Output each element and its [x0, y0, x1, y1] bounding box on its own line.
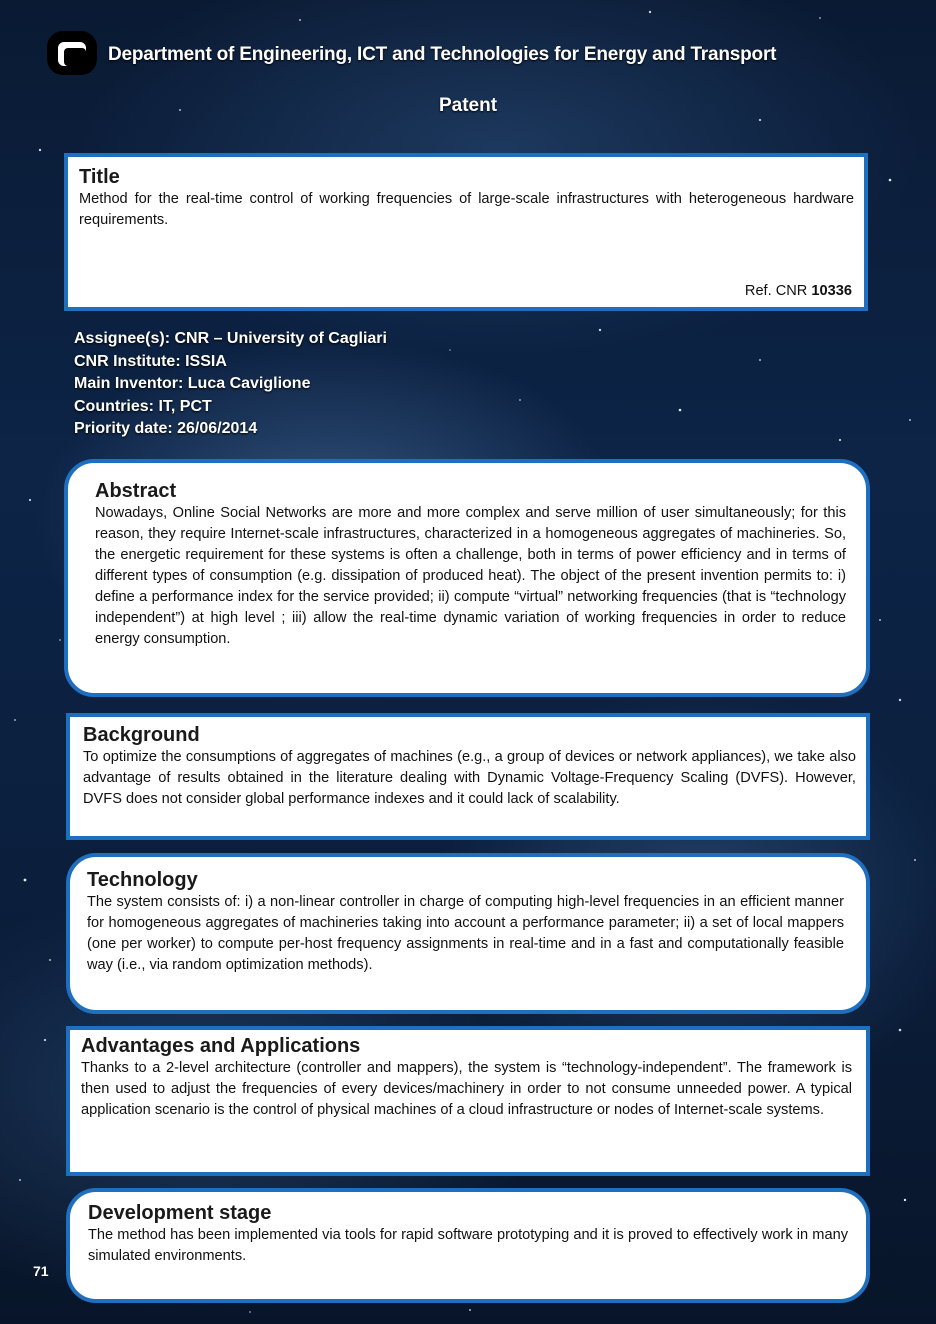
title-box: [64, 153, 868, 311]
cnr-logo: [44, 28, 100, 78]
patent-metadata: [74, 328, 387, 441]
priority-date: Priority date: 26/06/2014: [74, 420, 258, 438]
advantages-box: [66, 1026, 870, 1176]
assignee: Assignee(s): CNR – University of Cagliari: [74, 330, 387, 347]
abstract-box: [64, 459, 870, 697]
development-text: The method has been implemented via tools for rapid software prototyping and it is proved to effectively work in many simulated environments.: [88, 1227, 848, 1264]
technology-text: The system consists of: i) a non-linear controller in charge of computing high-level frequencies in an efficient manner for homogeneous aggregates of machineries taking into account a performance parameter; ii) a set of local mappers (one per worker) to compute per-host frequency assignments in real-time and in a fast and computationally feasible way (i.e., via random optimization methods).: [87, 894, 844, 973]
main-inventor: Main Inventor: Luca Caviglione: [74, 375, 311, 393]
countries: Countries: IT, PCT: [74, 397, 212, 415]
ref-number: 10336: [811, 283, 852, 299]
development-box: [66, 1188, 870, 1303]
technology-heading: Technology: [87, 869, 198, 891]
abstract-heading: Abstract: [95, 480, 177, 502]
background-text: To optimize the consumptions of aggregates of machines (e.g., a group of devices or network appliances), we take also advantage of results obtained in the literature dealing with Dynamic Voltage-Frequency Scaling (DVFS). However, DVFS does not consider global performance indexes and it could lack of scalability.: [83, 749, 856, 807]
patent-subtitle: Patent: [438, 95, 498, 116]
abstract-text: Nowadays, Online Social Networks are more and more complex and serve million of user simultaneously; for this reason, they require Internet-scale infrastructures, characterized in a homogeneous aggregates of machineries. So, the energetic requirement for these systems is often a challenge, both in terms of power efficiency and in terms of different types of consumption (e.g. dissipation of produced heat). The object of the present invention permits to: i) define a performance index for the service provided; ii) compute “virtual” networking frequencies (that is “technology independent”) at high level ; iii) allow the real-time dynamic variation of working frequencies in order to reduce energy consumption.: [95, 505, 846, 647]
page-number: 71: [33, 1263, 49, 1279]
advantages-text: Thanks to a 2-level architecture (controller and mappers), the system is “technology-independent”. The framework is then used to adjust the frequencies of every devices/machinery in order to not consume unneeded power. A typical application scenario is the control of physical machines of a cloud infrastructure or nodes of Internet-scale systems.: [81, 1060, 852, 1118]
ref-label: Ref. CNR: [744, 283, 808, 299]
background-heading: Background: [83, 724, 200, 746]
development-heading: Development stage: [88, 1202, 272, 1224]
reference-number: [745, 283, 852, 299]
cnr-institute: CNR Institute: ISSIA: [74, 352, 227, 370]
technology-box: [66, 853, 870, 1014]
background-box: [66, 713, 870, 840]
advantages-heading: Advantages and Applications: [81, 1035, 361, 1057]
department-title: Department of Engineering, ICT and Technologies for Energy and Transport: [108, 44, 777, 65]
title-text: Method for the real-time control of working frequencies of large-scale infrastructures with heterogeneous hardware requirements.: [79, 191, 854, 228]
title-heading: Title: [79, 166, 120, 188]
